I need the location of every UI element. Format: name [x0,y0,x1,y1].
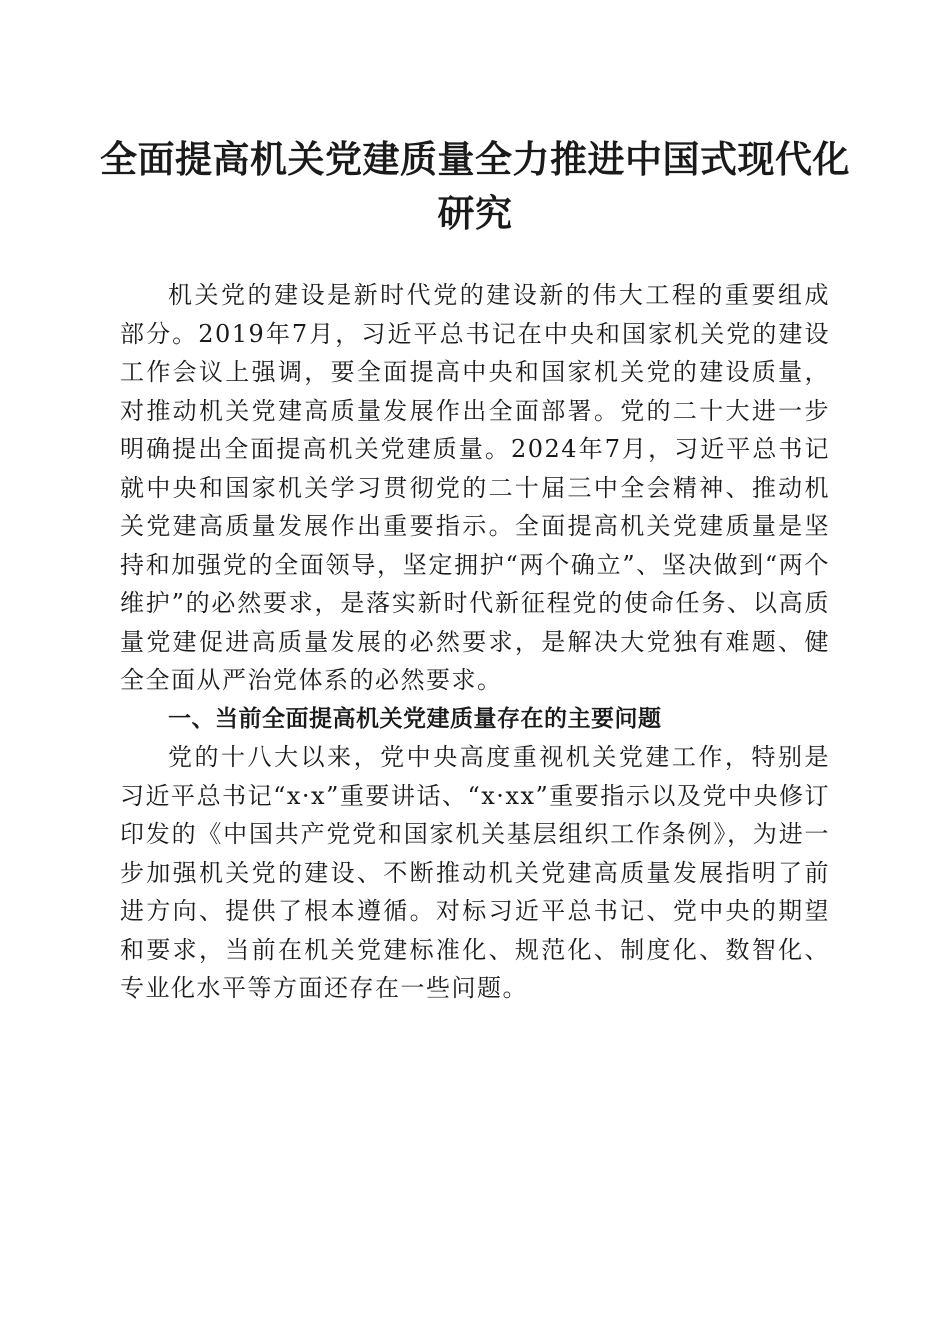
document-body [120,276,830,1008]
body-paragraph-section-1: 党的十八大以来，党中央高度重视机关党建工作，特别是习近平总书记“x·x”重要讲话、“x·xx”重要指示以及党中央修订印发的《中国共产党党和国家机关基层组织工作条例》，为进一步加强机关党的建设、不断推动机关党建高质量发展指明了前进方向、提供了根本遵循。对标习近平总书记、党中央的期望和要求，当前在机关党建标准化、规范化、制度化、数智化、专业化水平等方面还存在一些问题。 [120,743,830,1002]
body-paragraph-intro: 机关党的建设是新时代党的建设新的伟大工程的重要组成部分。2019年7月，习近平总书记在中央和国家机关党的建设工作会议上强调，要全面提高中央和国家机关党的建设质量，对推动机关党建高质量发展作出全面部署。党的二十大进一步明确提出全面提高机关党建质量。2024年7月，习近平总书记就中央和国家机关学习贯彻党的二十届三中全会精神、推动机关党建高质量发展作出重要指示。全面提高机关党建质量是坚持和加强党的全面领导，坚定拥护“两个确立”、坚决做到“两个维护”的必然要求，是落实新时代新征程党的使命任务、以高质量党建促进高质量发展的必然要求，是解决大党独有难题、健全全面从严治党体系的必然要求。 [120,281,830,694]
section-heading-1: 一、当前全面提高机关党建质量存在的主要问题 [168,705,662,732]
document-title: 全面提高机关党建质量全力推进中国式现代化研究 [100,137,850,235]
